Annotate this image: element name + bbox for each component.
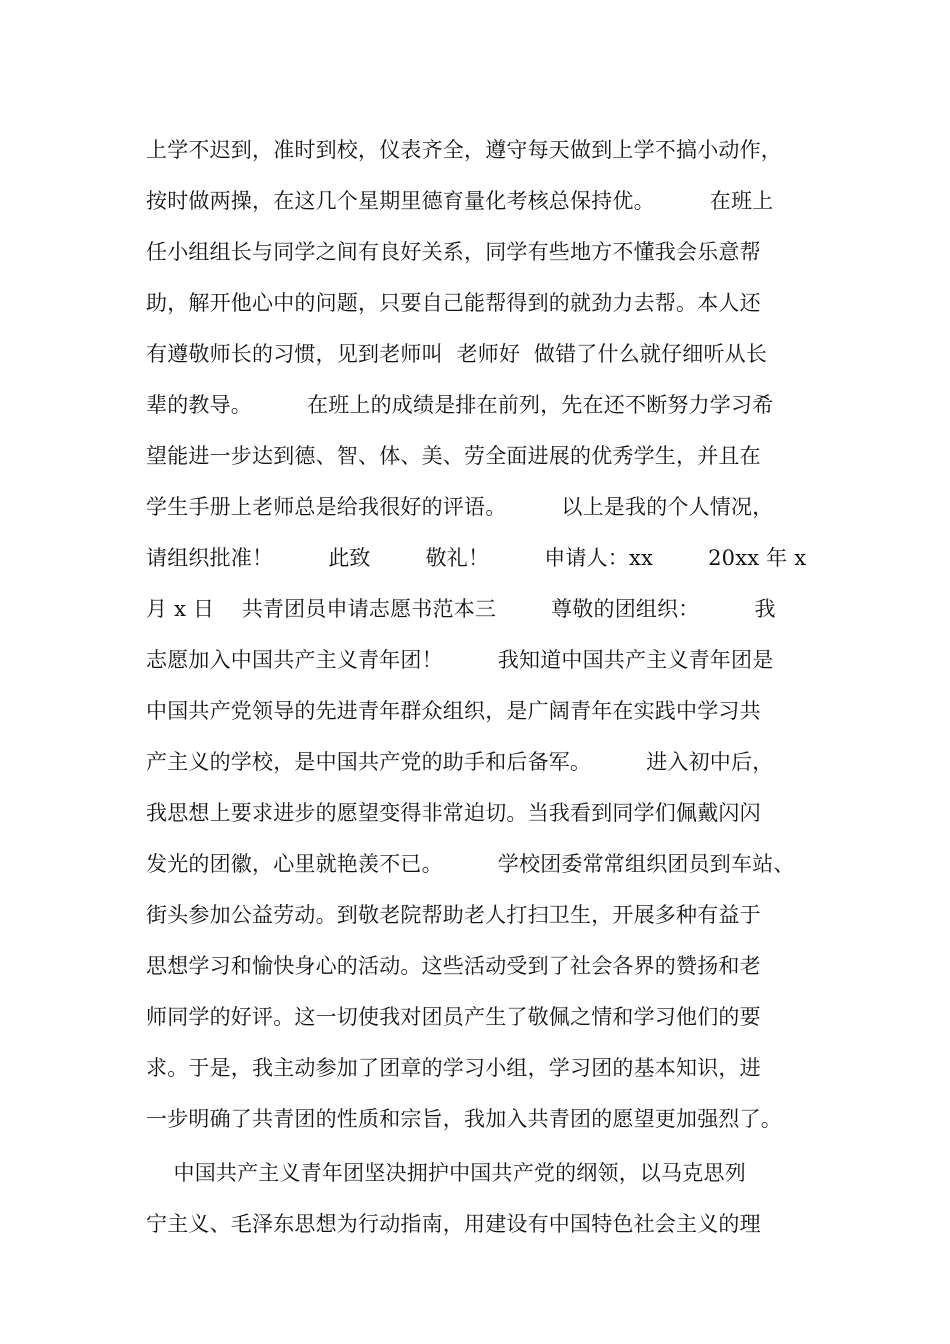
text-line: 辈的教导。 在班上的成绩是排在前列，先在还不断努力学习希 xyxy=(146,393,774,417)
paragraph-start-line: 中国共产主义青年团坚决拥护中国共产党的纲领，以马克思列 xyxy=(146,1161,746,1185)
text-line: 请组织批准！ 此致 敬礼！ 申请人：xx 20xx 年 x xyxy=(146,546,807,570)
text-line: 思想学习和愉快身心的活动。这些活动受到了社会各界的赞扬和老 xyxy=(146,954,761,978)
text-line: 一步明确了共青团的性质和宗旨，我加入共青团的愿望更加强烈了。 xyxy=(146,1107,782,1131)
text-line: 助，解开他心中的问题，只要自己能帮得到的就劲力去帮。本人还 xyxy=(146,291,761,315)
body-text xyxy=(146,125,826,1250)
text-line: 发光的团徽，心里就艳羡不已。 学校团委常常组织团员到车站、 xyxy=(146,852,795,876)
text-line: 师同学的好评。这一切使我对团员产生了敬佩之情和学习他们的要 xyxy=(146,1005,761,1029)
text-line: 求。于是，我主动参加了团章的学习小组，学习团的基本知识，进 xyxy=(146,1056,761,1080)
text-line: 宁主义、毛泽东思想为行动指南，用建设有中国特色社会主义的理 xyxy=(146,1212,761,1236)
text-line: 上学不迟到，准时到校，仪表齐全，遵守每天做到上学不搞小动作， xyxy=(146,138,782,162)
text-line: 望能进一步达到德、智、体、美、劳全面进展的优秀学生，并且在 xyxy=(146,444,761,468)
text-line: 任小组组长与同学之间有良好关系，同学有些地方不懂我会乐意帮 xyxy=(146,240,761,264)
text-line: 产主义的学校，是中国共产党的助手和后备军。 进入初中后， xyxy=(146,750,774,774)
text-line: 学生手册上老师总是给我很好的评语。 以上是我的个人情况， xyxy=(146,495,774,519)
text-line: 志愿加入中国共产主义青年团！ 我知道中国共产主义青年团是 xyxy=(146,648,774,672)
text-line: 按时做两操，在这几个星期里德育量化考核总保持优。 在班上 xyxy=(146,189,774,213)
text-line: 街头参加公益劳动。到敬老院帮助老人打扫卫生，开展多种有益于 xyxy=(146,903,761,927)
text-line: 我思想上要求进步的愿望变得非常迫切。当我看到同学们佩戴闪闪 xyxy=(146,801,761,825)
text-line: 中国共产党领导的先进青年群众组织，是广阔青年在实践中学习共 xyxy=(146,699,761,723)
text-line: 月 x 日 共青团员申请志愿书范本三 尊敬的团组织： 我 xyxy=(146,597,776,621)
text-line: 有遵敬师长的习惯，见到老师叫 老师好 做错了什么就仔细听从长 xyxy=(146,342,768,366)
